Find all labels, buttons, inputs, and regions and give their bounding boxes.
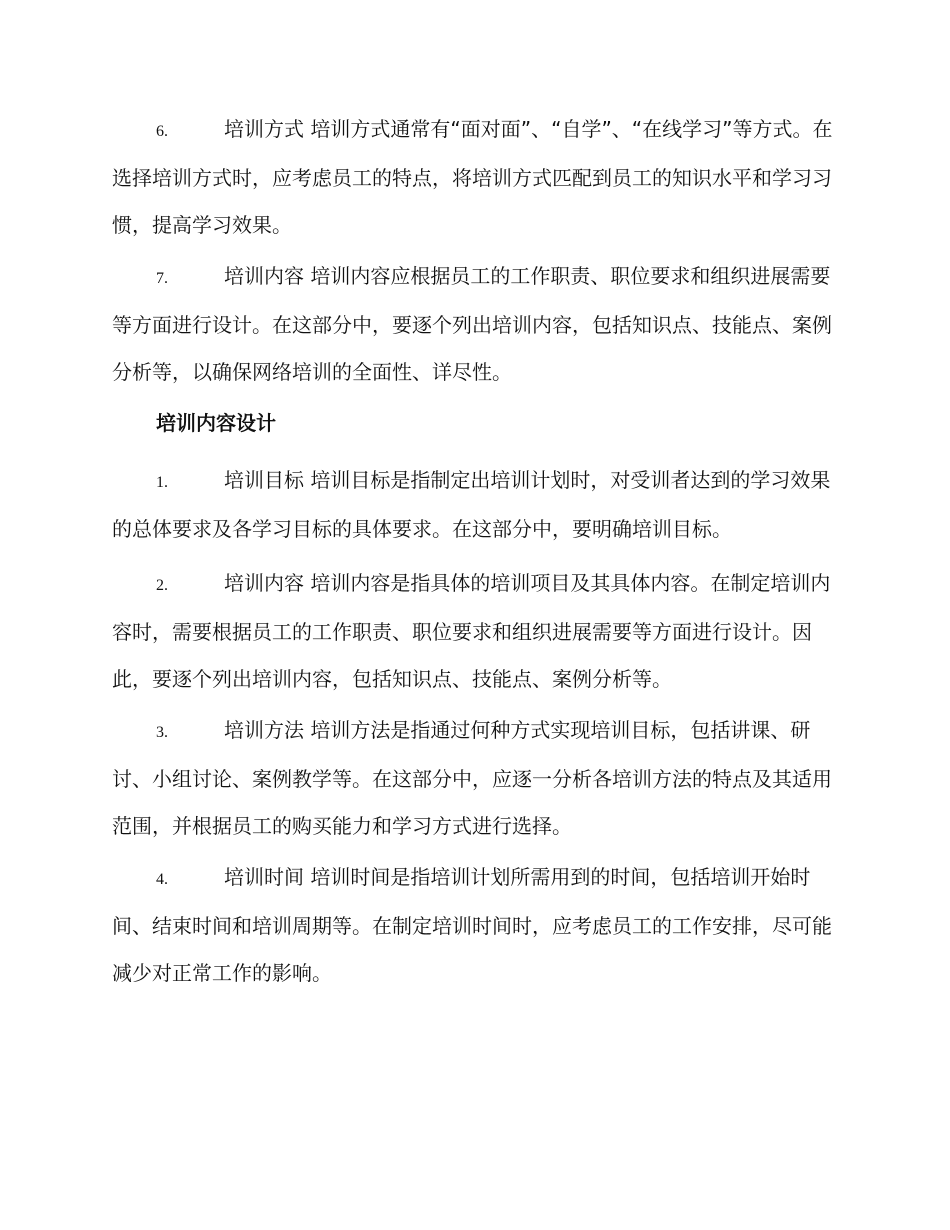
list-paragraph [112,106,842,249]
list-paragraph [112,854,842,997]
list-number: 7. [156,270,168,287]
list-text: 培训方法 培训方法是指通过何种方式实现培训目标，包括讲课、研讨、小组讨论、案例教学等。在这部分中，应逐一分析各培训方法的特点及其适用范围，并根据员工的购买能力和学习方式进行选择。 [112,718,832,838]
list-number: 2. [156,577,168,594]
list-text: 培训内容 培训内容应根据员工的工作职责、职位要求和组织进展需要等方面进行设计。在这部分中，要逐个列出培训内容，包括知识点、技能点、案例分析等，以确保网络培训的全面性、详尽性。 [112,264,832,384]
list-item-4 [112,854,842,997]
list-number: 6. [156,123,168,140]
list-item-7 [112,253,842,396]
list-paragraph [112,457,842,553]
list-paragraph [112,707,842,850]
list-item-3 [112,707,842,850]
list-item-2 [112,560,842,703]
list-number: 3. [156,724,168,741]
section-heading: 培训内容设计 [156,411,276,435]
list-number: 1. [156,474,168,491]
list-item-6 [112,106,842,249]
list-text: 培训目标 培训目标是指制定出培训计划时，对受训者达到的学习效果的总体要求及各学习目标的具体要求。在这部分中，要明确培训目标。 [112,468,831,541]
list-text: 培训时间 培训时间是指培训计划所需用到的时间，包括培训开始时间、结束时间和培训周期等。在制定培训时间时，应考虑员工的工作安排，尽可能减少对正常工作的影响。 [112,865,832,985]
list-paragraph [112,560,842,703]
list-text: 培训内容 培训内容是指具体的培训项目及其具体内容。在制定培训内容时，需要根据员工的工作职责、职位要求和组织进展需要等方面进行设计。因此，要逐个列出培训内容，包括知识点、技能点、案例分析等。 [112,571,831,691]
list-paragraph [112,253,842,396]
list-item-1 [112,457,842,553]
list-text: 培训方式 培训方式通常有“面对面”、“自学”、“在线学习”等方式。在选择培训方式时，应考虑员工的特点，将培训方式匹配到员工的知识水平和学习习惯，提高学习效果。 [112,117,833,237]
list-number: 4. [156,871,168,888]
